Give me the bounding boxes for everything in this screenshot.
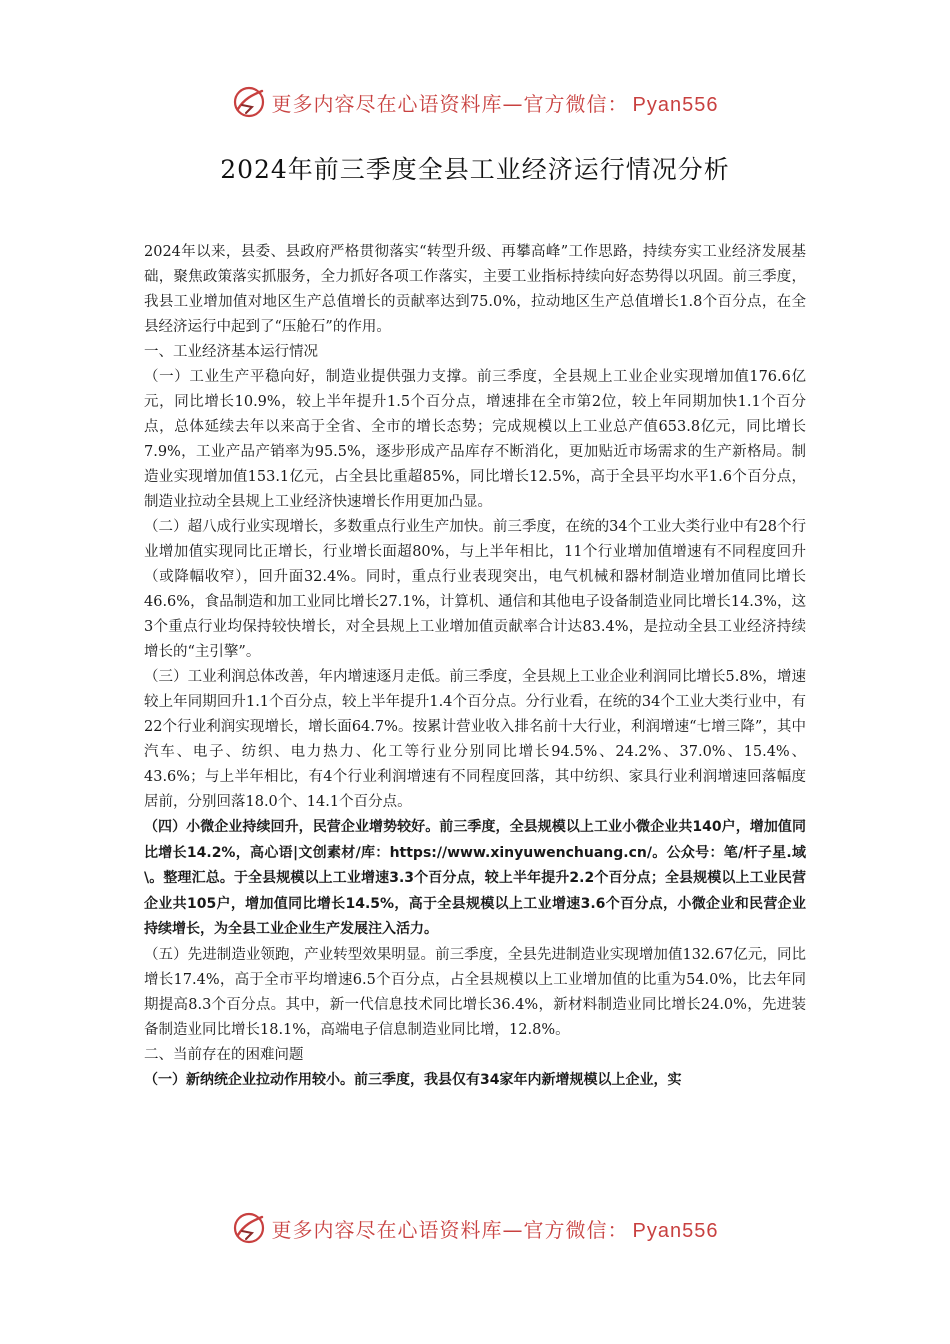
- document-body: [144, 240, 806, 1093]
- brand-logo-icon: [232, 1211, 266, 1245]
- body-paragraph: （五）先进制造业领跑，产业转型效果明显。前三季度，全县先进制造业实现增加值132.67亿元，同比增长17.4%，高于全市平均增速6.5个百分点，占全县规模以上工业增加值的比重为54.0%，比去年同期提高8.3个百分点。其中，新一代信息技术同比增长36.4%，新材料制造业同比增长24.0%，先进装备制造业同比增长18.1%，高端电子信息制造业同比增，12.8%。: [144, 946, 806, 1038]
- bold-paragraph-truncated: （一）新纳统企业拉动作用较小。前三季度，我县仅有34家年内新增规模以上企业，实: [144, 1071, 682, 1088]
- footer-banner: [0, 1208, 950, 1248]
- section-heading: 一、工业经济基本运行情况: [144, 344, 318, 360]
- brand-logo-icon: [232, 85, 266, 119]
- bold-paragraph: （四）小微企业持续回升，民营企业增势较好。前三季度，全县规模以上工业小微企业共140户，增加值同比增长14.2%，高心语|文创素材/库：https://www.xinyuwenchuang.cn/。公众号：笔/杆子星.域\。整理汇总。于全县规模以上工业增速3.3个百分点，较上半年提升2.2个百分点；全县规模以上工业民营企业共105户，增加值同比增长14.5%，高于全县规模以上工业增速3.6个百分点，小微企业和民营企业持续增长，为全县工业企业生产发展注入活力。: [144, 819, 806, 937]
- section-heading: 二、当前存在的困难问题: [144, 1046, 304, 1063]
- banner-text: 更多内容尽在心语资料库—官方微信： Pyan556: [271, 91, 719, 116]
- body-paragraph: （三）工业利润总体改善，年内增速逐月走低。前三季度，全县规上工业企业利润同比增长5.8%，增速较上年同期回升1.1个百分点，较上半年提升1.4个百分点。分行业看，在统的34个工业大类行业中，有22个行业利润实现增长，增长面64.7%。按累计营业收入排名前十大行业，利润增速“七增三降”，其中汽车、电子、纺织、电力热力、化工等行业分别同比增长94.5%、24.2%、37.0%、15.4%、43.6%；与上半年相比，有4个行业利润增速有不同程度回落，其中纺织、家具行业利润增速回落幅度居前，分别回落18.0个、14.1个百分点。: [144, 669, 806, 810]
- banner-text: 更多内容尽在心语资料库—官方微信： Pyan556: [271, 1217, 719, 1242]
- document-title: 2024年前三季度全县工业经济运行情况分析: [220, 155, 730, 184]
- body-paragraph: （一）工业生产平稳向好，制造业提供强力支撑。前三季度，全县规上工业企业实现增加值176.6亿元，同比增长10.9%，较上半年提升1.5个百分点，增速排在全市第2位，较上年同期加快1.1个百分点，总体延续去年以来高于全省、全市的增长态势；完成规模以上工业总产值653.8亿元，同比增长7.9%，工业产品产销率为95.5%，逐步形成产品库存不断消化，更加贴近市场需求的生产新格局。制造业实现增加值153.1亿元，占全县比重超85%，同比增长12.5%，高于全县平均水平1.6个百分点，制造业拉动全县规上工业经济快速增长作用更加凸显。: [144, 369, 806, 510]
- header-banner: [0, 82, 950, 122]
- intro-paragraph: 2024年以来，县委、县政府严格贯彻落实“转型升级、再攀高峰”工作思路，持续夯实工业经济发展基础，聚焦政策落实抓服务，全力抓好各项工作落实，主要工业指标持续向好态势得以巩固。前三季度，我县工业增加值对地区生产总值增长的贡献率达到75.0%，拉动地区生产总值增长1.8个百分点，在全县经济运行中起到了“压舱石”的作用。: [144, 244, 806, 335]
- body-paragraph: （二）超八成行业实现增长，多数重点行业生产加快。前三季度，在统的34个工业大类行业中有28个行业增加值实现同比正增长，行业增长面超80%，与上半年相比，11个行业增加值增速有不同程度回升（或降幅收窄），回升面32.4%。同时，重点行业表现突出，电气机械和器材制造业增加值同比增长46.6%，食品制造和加工业同比增长27.1%，计算机、通信和其他电子设备制造业同比增长14.3%，这3个重点行业均保持较快增长，对全县规上工业增加值贡献率合计达83.4%，是拉动全县工业经济持续增长的“主引擎”。: [144, 519, 806, 660]
